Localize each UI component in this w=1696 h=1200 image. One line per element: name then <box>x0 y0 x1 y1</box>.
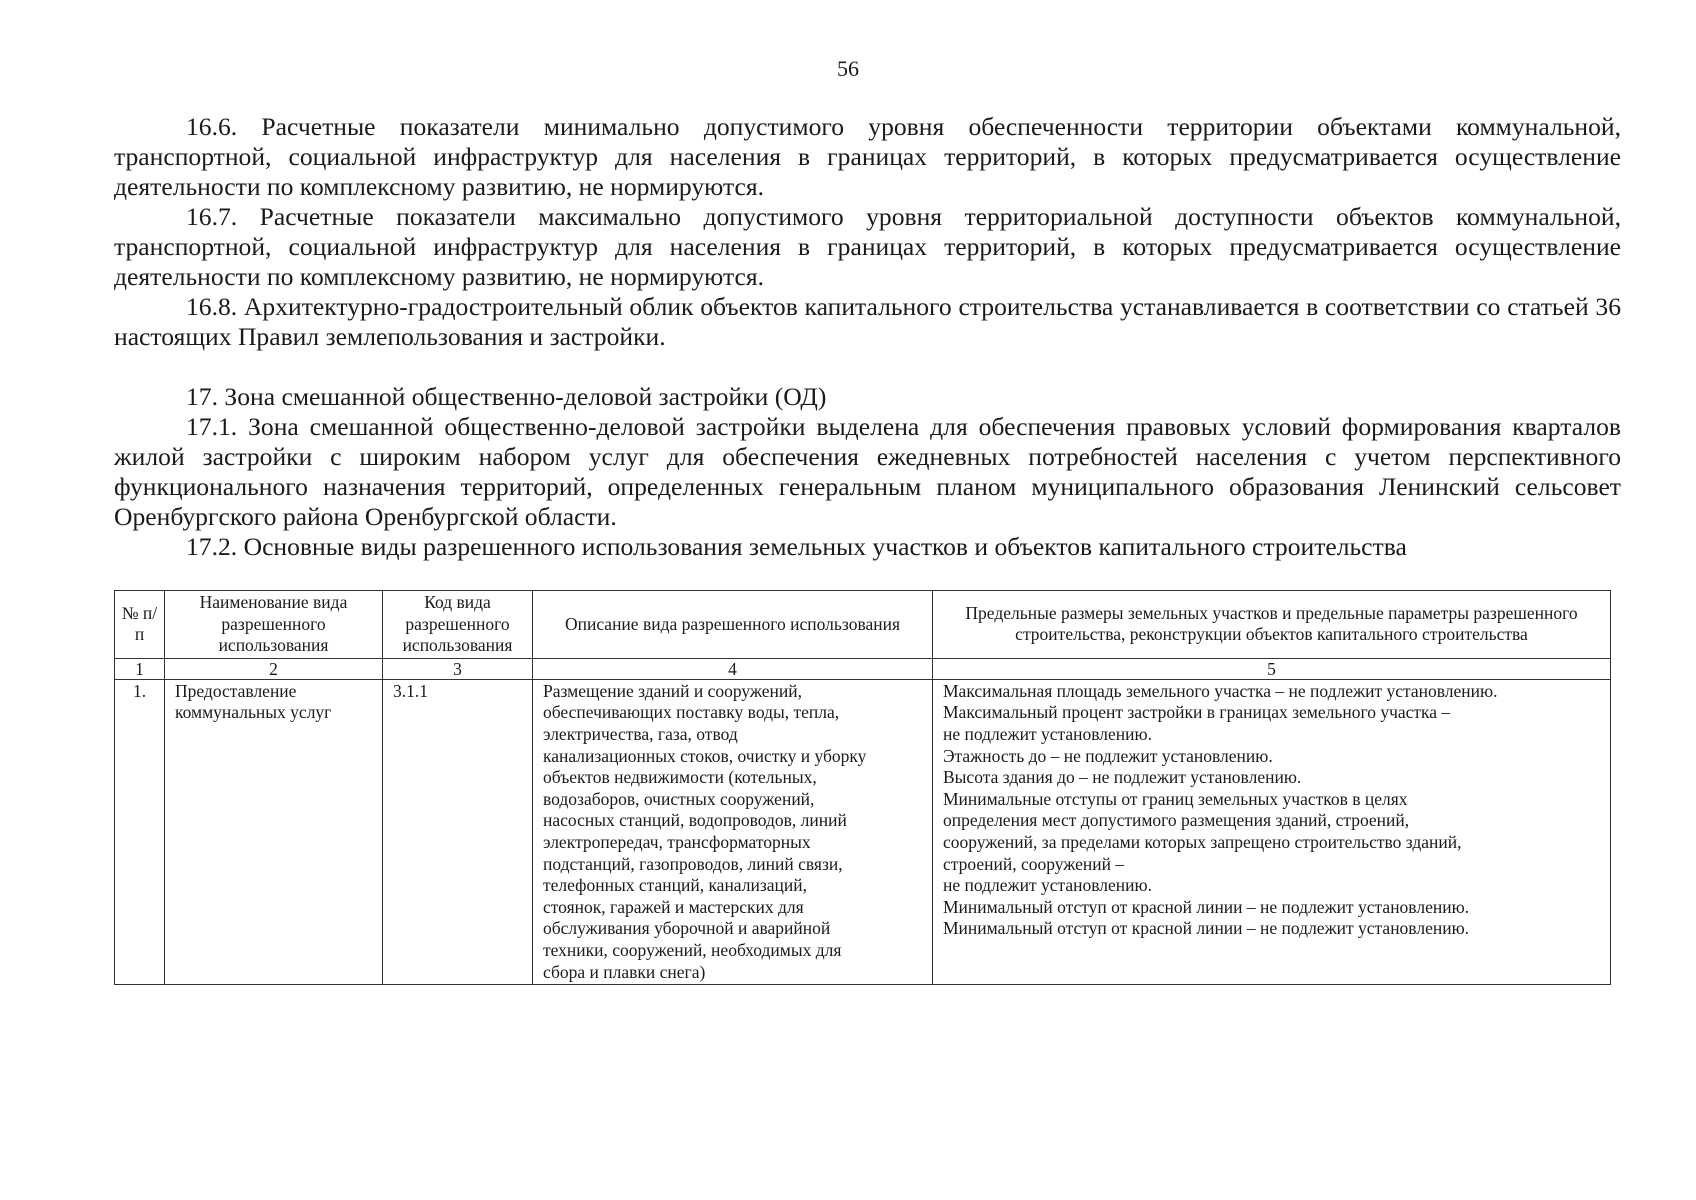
parameter-line: не подлежит установлению. <box>943 875 1152 896</box>
description-line: обеспечивающих поставку воды, тепла, <box>543 702 840 723</box>
page-number: 56 <box>837 56 859 81</box>
description-line: канализационных стоков, очистку и уборку <box>543 745 867 766</box>
row-use-code: 3.1.1 <box>383 679 533 984</box>
description-line: стоянок, гаражей и мастерских для <box>543 896 804 917</box>
row-limit-parameters <box>933 679 1611 984</box>
parameter-line: Минимальный отступ от красной линии – не подлежит установлению. <box>943 896 1470 917</box>
table-row <box>115 679 1611 984</box>
header-limit-parameters: Предельные размеры земельных участков и предельные параметры разрешенного строительства, реконструкции объектов капитального строительства <box>933 591 1611 659</box>
column-number: 5 <box>933 658 1611 679</box>
paragraph-16-8: 16.8. Архитектурно-градостроительный облик объектов капитального строительства устанавливается в соответствии со статьей 36 настоящих Правил землепользования и застройки. <box>114 292 1621 351</box>
paragraph-16-6: 16.6. Расчетные показатели минимально допустимого уровня обеспеченности территории объектами коммунальной, транспортной, социальной инфраструктур для населения в границах территорий, в которых предусматривается осуществление деятельности по комплексному развитию, не нормируются. <box>114 112 1621 201</box>
column-number: 2 <box>165 658 383 679</box>
parameter-line: строений, сооружений – <box>943 853 1125 874</box>
permitted-use-table <box>114 590 1611 985</box>
table-column-number-row <box>115 658 1611 679</box>
row-use-name: Предоставление коммунальных услуг <box>165 679 383 984</box>
section-heading-17: 17. Зона смешанной общественно-деловой застройки (ОД) <box>186 382 827 411</box>
parameter-line: определения мест допустимого размещения зданий, строений, <box>943 810 1410 831</box>
header-use-description: Описание вида разрешенного использования <box>533 591 933 659</box>
description-line: водозаборов, очистных сооружений, <box>543 788 815 809</box>
row-number: 1. <box>115 679 165 984</box>
parameter-line: не подлежит установлению. <box>943 723 1152 744</box>
header-use-name: Наименование вида разрешенного использования <box>165 591 383 659</box>
parameter-line: Этажность до – не подлежит установлению. <box>943 745 1273 766</box>
description-line: насосных станций, водопроводов, линий <box>543 810 847 831</box>
description-line: электропередач, трансформаторных <box>543 831 811 852</box>
parameter-line: Максимальный процент застройки в границах земельного участка – <box>943 702 1451 723</box>
column-number: 4 <box>533 658 933 679</box>
table-header-row <box>115 591 1611 659</box>
description-line: сбора и плавки снега) <box>543 961 706 982</box>
parameter-line: Минимальные отступы от границ земельных участков в целях <box>943 788 1408 809</box>
parameter-line: Минимальный отступ от красной линии – не подлежит установлению. <box>943 918 1470 939</box>
parameter-line: Максимальная площадь земельного участка – не подлежит установлению. <box>943 680 1498 701</box>
header-number: № п/п <box>115 591 165 659</box>
description-line: Размещение зданий и сооружений, <box>543 680 803 701</box>
parameter-line: сооружений, за пределами которых запрещено строительство зданий, <box>943 831 1462 852</box>
paragraph-17-1: 17.1. Зона смешанной общественно-деловой застройки выделена для обеспечения правовых условий формирования кварталов жилой застройки с широким набором услуг для обеспечения ежедневных потребностей населения с учетом перспективного функционального назначения территорий, определенных генеральным планом муниципального образования Ленинский сельсовет Оренбургского района Оренбургской области. <box>114 412 1621 531</box>
paragraph-17-2: 17.2. Основные виды разрешенного использования земельных участков и объектов капитального строительства <box>186 532 1407 561</box>
parameter-line: Высота здания до – не подлежит установлению. <box>943 767 1302 788</box>
column-number: 3 <box>383 658 533 679</box>
description-line: обслуживания уборочной и аварийной <box>543 918 831 939</box>
paragraph-16-7: 16.7. Расчетные показатели максимально допустимого уровня территориальной доступности объектов коммунальной, транспортной, социальной инфраструктур для населения в границах территорий, в которых предусматривается осуществление деятельности по комплексному развитию, не нормируются. <box>114 202 1621 291</box>
column-number: 1 <box>115 658 165 679</box>
document-body <box>114 112 1621 562</box>
header-use-code: Код вида разрешенного использования <box>383 591 533 659</box>
description-line: техники, сооружений, необходимых для <box>543 939 842 960</box>
description-line: объектов недвижимости (котельных, <box>543 767 817 788</box>
description-line: подстанций, газопроводов, линий связи, <box>543 853 843 874</box>
description-line: электричества, газа, отвод <box>543 723 738 744</box>
row-use-description <box>533 679 933 984</box>
description-line: телефонных станций, канализаций, <box>543 875 807 896</box>
